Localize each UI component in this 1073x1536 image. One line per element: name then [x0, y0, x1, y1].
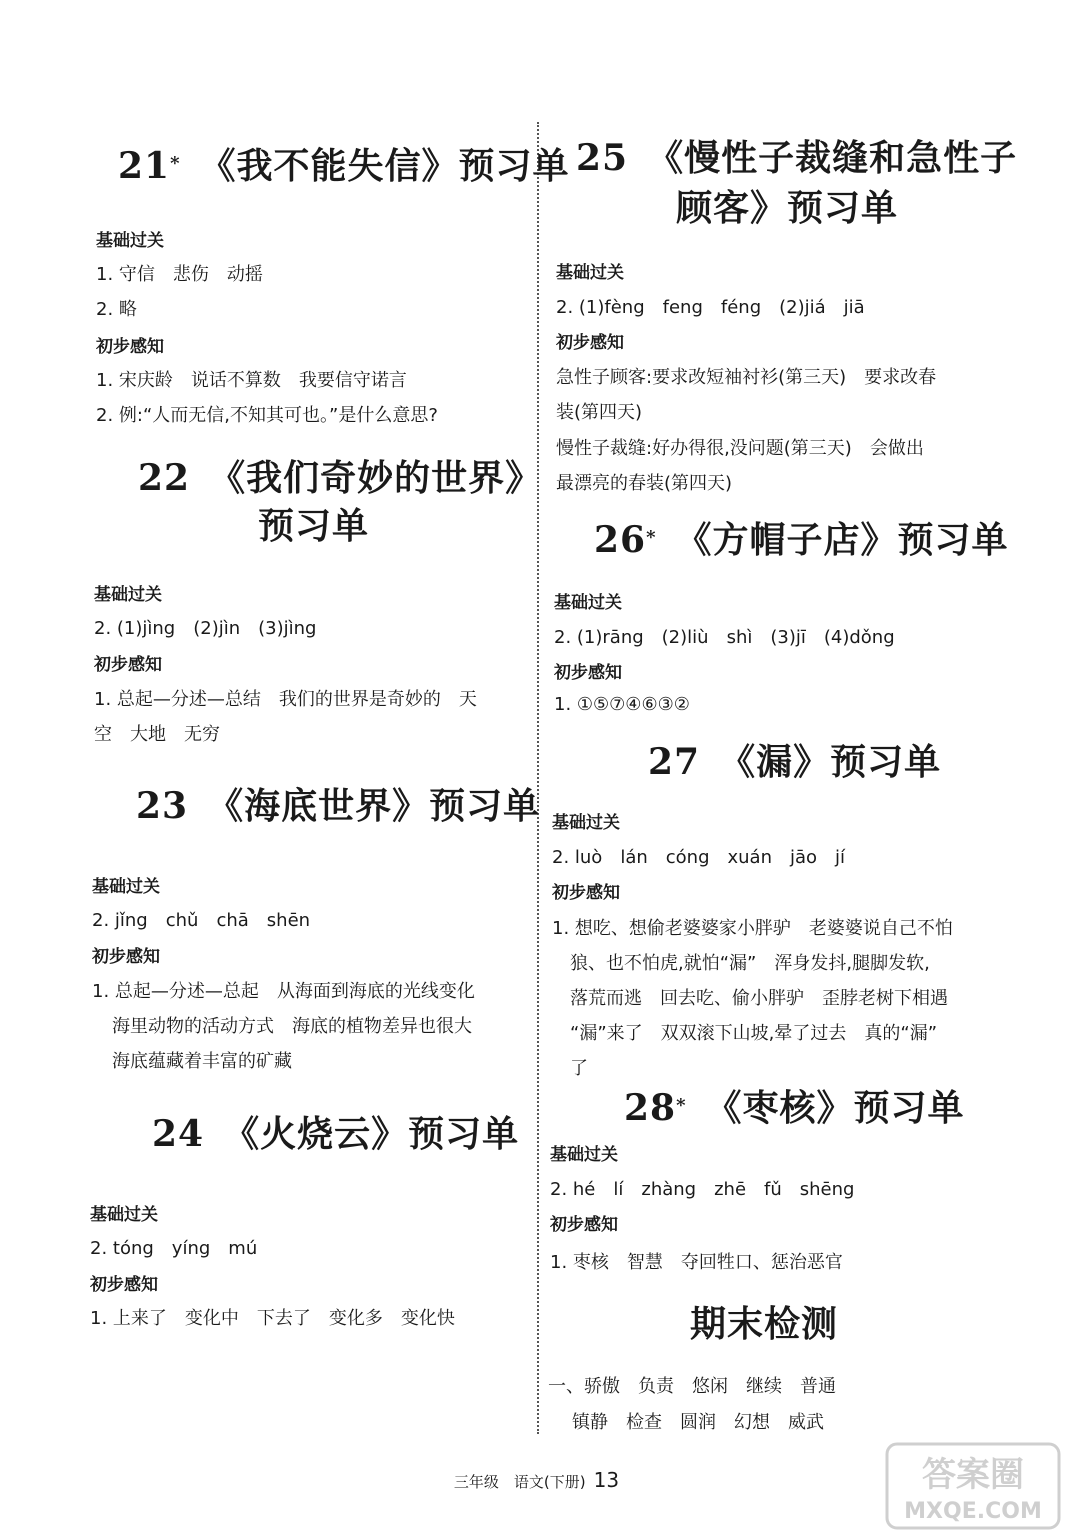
svg-text:答案圈: 答案圈 — [922, 1455, 1024, 1495]
lesson-23-section-basic: 基础过关 — [92, 877, 160, 897]
lesson-26-section-basic: 基础过关 — [554, 593, 622, 613]
lesson-23-section-perception: 初步感知 — [92, 947, 160, 967]
lesson-27-title: 27 《漏》预习单 — [648, 741, 942, 783]
lesson-22-section-perception: 初步感知 — [94, 655, 162, 675]
lesson-25-section-perception: 初步感知 — [556, 333, 624, 353]
lesson-25-answer: 2. (1)fèng feng féng (2)jiá jiā — [556, 297, 865, 318]
lesson-27-answer: 1. 想吃、想偷老婆婆家小胖驴 老婆婆说自己不怕 — [552, 918, 953, 939]
lesson-28-section-perception: 初步感知 — [550, 1215, 618, 1235]
lesson-25-section-basic: 基础过关 — [556, 263, 624, 283]
lesson-27-section-perception: 初步感知 — [552, 883, 620, 903]
lesson-25-title-line2: 顾客》预习单 — [676, 187, 899, 229]
lesson-27-answer: “漏”来了 双双滚下山坡,晕了过去 真的“漏” — [570, 1023, 938, 1044]
lesson-21-answer: 2. 略 — [96, 299, 137, 320]
lesson-24-answer: 2. tóng yíng mú — [90, 1238, 258, 1259]
lesson-24-section-perception: 初步感知 — [90, 1275, 158, 1295]
lesson-23-answer: 1. 总起—分述—总起 从海面到海底的光线变化 — [92, 981, 475, 1002]
lesson-22-answer: 1. 总起—分述—总结 我们的世界是奇妙的 天 — [94, 689, 477, 710]
lesson-26-title: 26* 《方帽子店》预习单 — [594, 519, 1009, 561]
lesson-28-answer: 1. 枣核 智慧 夺回牲口、惩治恶官 — [550, 1252, 843, 1273]
lesson-21-title: 21* 《我不能失信》预习单 — [118, 145, 570, 187]
lesson-27-answer: 落荒而逃 回去吃、偷小胖驴 歪脖老树下相遇 — [570, 988, 948, 1009]
lesson-27-answer: 了 — [570, 1058, 588, 1079]
column-divider — [537, 122, 539, 1434]
lesson-23-answer: 海里动物的活动方式 海底的植物差异也很大 — [112, 1016, 472, 1037]
lesson-25-answer: 最漂亮的春装(第四天) — [556, 473, 733, 494]
final-exam-answer: 一、骄傲 负责 悠闲 继续 普通 — [548, 1376, 836, 1397]
lesson-22-title: 22 《我们奇妙的世界》 — [138, 457, 543, 499]
lesson-21-section-basic: 基础过关 — [96, 231, 164, 251]
lesson-21-answer: 1. 宋庆龄 说话不算数 我要信守诺言 — [96, 370, 407, 391]
lesson-27-section-basic: 基础过关 — [552, 813, 620, 833]
lesson-22-answer: 空 大地 无穷 — [94, 724, 220, 745]
lesson-24-section-basic: 基础过关 — [90, 1205, 158, 1225]
lesson-25-answer: 慢性子裁缝:好办得很,没问题(第三天) 会做出 — [556, 438, 924, 459]
lesson-26-answer: 1. ①⑤⑦④⑥③② — [554, 694, 690, 715]
page-number: 13 — [593, 1468, 620, 1492]
lesson-28-answer: 2. hé lí zhàng zhē fǔ shēng — [550, 1179, 855, 1200]
lesson-26-answer: 2. (1)rāng (2)liù shì (3)jī (4)dǒng — [554, 627, 895, 648]
lesson-25-answer: 急性子顾客:要求改短袖衬衫(第三天) 要求改春 — [556, 367, 937, 388]
watermark-logo — [885, 1442, 1061, 1530]
lesson-23-title: 23 《海底世界》预习单 — [136, 785, 541, 827]
lesson-22-title-line2: 预习单 — [258, 505, 370, 547]
lesson-27-answer: 狼、也不怕虎,就怕“漏” 浑身发抖,腿脚发软, — [570, 953, 930, 974]
lesson-27-answer: 2. luò lán cóng xuán jāo jí — [552, 847, 846, 868]
lesson-25-title: 25 《慢性子裁缝和急性子 — [576, 137, 1018, 179]
lesson-24-answer: 1. 上来了 变化中 下去了 变化多 变化快 — [90, 1308, 455, 1329]
lesson-28-section-basic: 基础过关 — [550, 1145, 618, 1165]
lesson-26-section-perception: 初步感知 — [554, 663, 622, 683]
lesson-24-title: 24 《火烧云》预习单 — [152, 1113, 520, 1155]
lesson-22-section-basic: 基础过关 — [94, 585, 162, 605]
lesson-22-answer: 2. (1)jìng (2)jìn (3)jìng — [94, 618, 317, 639]
final-exam-answer: 镇静 检查 圆润 幻想 威武 — [572, 1412, 824, 1433]
lesson-21-section-perception: 初步感知 — [96, 337, 164, 357]
lesson-21-answer: 2. 例:“人而无信,不知其可也。”是什么意思? — [96, 405, 438, 426]
final-exam-title: 期末检测 — [690, 1303, 839, 1345]
lesson-23-answer: 2. jǐng chǔ chā shēn — [92, 910, 311, 931]
lesson-25-answer: 装(第四天) — [556, 402, 643, 423]
lesson-23-answer: 海底蕴藏着丰富的矿藏 — [112, 1051, 292, 1072]
footer-grade: 三年级 语文(下册) — [453, 1473, 586, 1491]
lesson-21-answer: 1. 守信 悲伤 动摇 — [96, 264, 263, 285]
svg-text:MXQE.COM: MXQE.COM — [904, 1499, 1042, 1524]
lesson-28-title: 28* 《枣核》预习单 — [624, 1087, 965, 1129]
